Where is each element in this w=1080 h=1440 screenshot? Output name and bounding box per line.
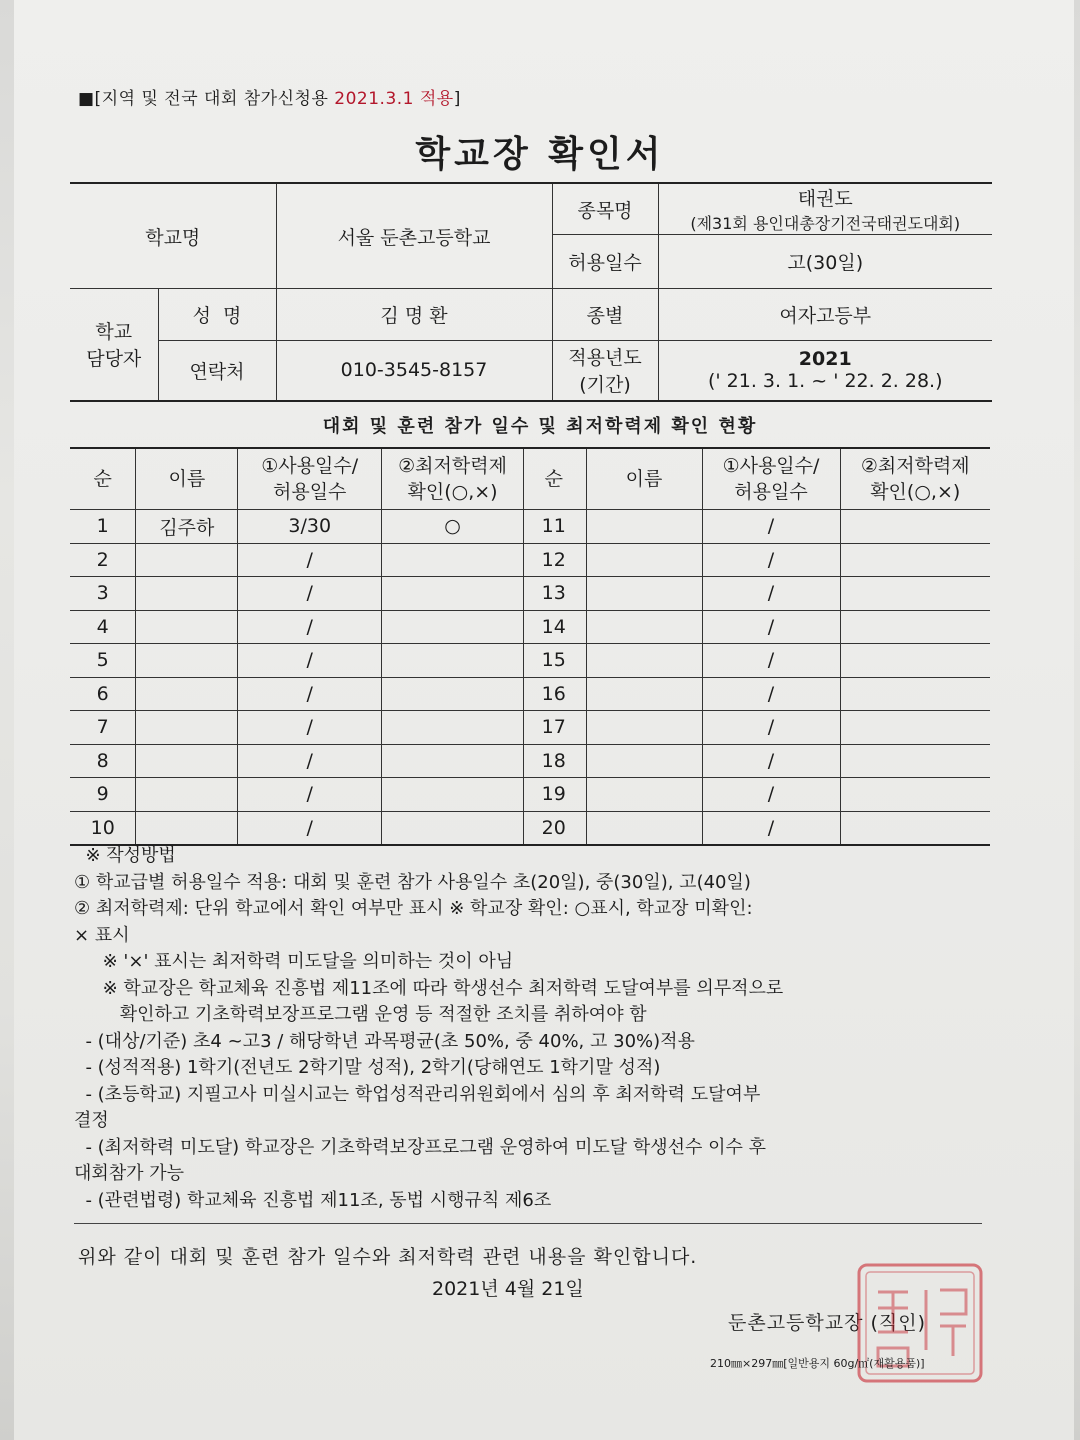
row-name bbox=[586, 510, 702, 544]
table-row bbox=[70, 510, 524, 544]
allowed-days-value: 고(30일) bbox=[658, 235, 992, 289]
row-number: 15 bbox=[522, 644, 586, 678]
row-name bbox=[586, 644, 702, 678]
instruction-line: 결정 bbox=[74, 1110, 109, 1131]
table-row bbox=[522, 811, 990, 845]
manager-name-label: 성 명 bbox=[158, 289, 276, 341]
instructions bbox=[74, 843, 984, 1214]
applied-year-label-line1: 적용년도 bbox=[568, 347, 642, 370]
header-no: 순 bbox=[70, 448, 136, 510]
header-check-line1: ②최저학력제 bbox=[860, 455, 970, 477]
header-days-line2: 허용일수 bbox=[272, 481, 347, 503]
header-check-line2: 확인(○,×) bbox=[407, 481, 498, 503]
header-days-line1: ①사용일수/ bbox=[722, 455, 820, 477]
instruction-line: ② 최저학력제: 단위 학교에서 확인 여부만 표시 ※ 학교장 확인: ○표시, 학교장 미확인: bbox=[74, 898, 753, 919]
table-row bbox=[70, 677, 524, 711]
row-check bbox=[382, 744, 524, 778]
row-days: / bbox=[238, 644, 382, 678]
row-name bbox=[586, 543, 702, 577]
row-check: ○ bbox=[382, 510, 524, 544]
form-usage-close: ] bbox=[453, 89, 461, 109]
row-check bbox=[382, 644, 524, 678]
row-number: 17 bbox=[522, 711, 586, 745]
row-days: / bbox=[238, 778, 382, 812]
contact-label: 연락처 bbox=[158, 341, 276, 401]
header-check-line2: 확인(○,×) bbox=[870, 481, 961, 503]
row-check bbox=[840, 610, 990, 644]
issue-date: 2021년 4월 21일 bbox=[432, 1278, 584, 1300]
row-name bbox=[586, 577, 702, 611]
applied-year-label bbox=[552, 341, 658, 401]
paper-size-note: 210㎜×297㎜[일반용지 60g/㎡(재활용품)] bbox=[710, 1357, 925, 1370]
manager-label-line1: 학교 bbox=[95, 321, 133, 344]
header-name: 이름 bbox=[136, 448, 238, 510]
row-number: 11 bbox=[522, 510, 586, 544]
header-check bbox=[382, 448, 524, 510]
row-number: 6 bbox=[70, 677, 136, 711]
event-cell bbox=[658, 183, 992, 235]
school-info-table bbox=[70, 182, 992, 402]
row-days: / bbox=[702, 610, 840, 644]
table-row bbox=[522, 778, 990, 812]
row-number: 9 bbox=[70, 778, 136, 812]
row-number: 14 bbox=[522, 610, 586, 644]
row-days: / bbox=[702, 644, 840, 678]
allowed-days-label: 허용일수 bbox=[552, 235, 658, 289]
table-row bbox=[70, 778, 524, 812]
row-check bbox=[382, 677, 524, 711]
row-name bbox=[586, 778, 702, 812]
row-check bbox=[840, 543, 990, 577]
table-row bbox=[70, 610, 524, 644]
instruction-line: - (성적적용) 1학기(전년도 2학기말 성적), 2학기(당해연도 1학기말 성적) bbox=[74, 1057, 661, 1078]
table-row bbox=[522, 677, 990, 711]
table-row bbox=[522, 610, 990, 644]
row-check bbox=[382, 778, 524, 812]
row-check bbox=[840, 577, 990, 611]
applied-period-value: (' 21. 3. 1. ~ ' 22. 2. 28.) bbox=[707, 370, 943, 393]
row-check bbox=[840, 811, 990, 845]
roster-section-title: 대회 및 훈련 참가 일수 및 최저학력제 확인 현황 bbox=[322, 416, 758, 437]
row-days: / bbox=[702, 744, 840, 778]
event-label: 종목명 bbox=[552, 183, 658, 235]
table-row bbox=[522, 510, 990, 544]
table-row bbox=[522, 577, 990, 611]
row-name bbox=[136, 744, 238, 778]
table-row bbox=[522, 744, 990, 778]
row-name bbox=[136, 610, 238, 644]
row-check bbox=[840, 711, 990, 745]
row-number: 18 bbox=[522, 744, 586, 778]
page-title: 학교장 확인서 bbox=[415, 134, 665, 175]
row-name bbox=[136, 677, 238, 711]
row-days: / bbox=[702, 711, 840, 745]
row-name bbox=[586, 610, 702, 644]
row-name: 김주하 bbox=[136, 510, 238, 544]
row-check bbox=[382, 711, 524, 745]
row-check bbox=[382, 577, 524, 611]
row-days: 3/30 bbox=[238, 510, 382, 544]
row-days: / bbox=[238, 610, 382, 644]
applied-year-label-line2: (기간) bbox=[579, 374, 631, 397]
header-check bbox=[840, 448, 990, 510]
row-days: / bbox=[702, 510, 840, 544]
row-number: 20 bbox=[522, 811, 586, 845]
row-name bbox=[136, 543, 238, 577]
row-check bbox=[840, 744, 990, 778]
row-days: / bbox=[238, 711, 382, 745]
row-days: / bbox=[702, 811, 840, 845]
row-days: / bbox=[702, 577, 840, 611]
row-check bbox=[840, 677, 990, 711]
category-label: 종별 bbox=[552, 289, 658, 341]
row-number: 12 bbox=[522, 543, 586, 577]
row-number: 16 bbox=[522, 677, 586, 711]
row-number: 8 bbox=[70, 744, 136, 778]
applied-year-value: 2021 bbox=[798, 348, 852, 371]
row-days: / bbox=[238, 744, 382, 778]
manager-label-line2: 담당자 bbox=[86, 348, 142, 371]
row-days: / bbox=[238, 543, 382, 577]
principal-signature: 둔촌고등학교장 (직인) bbox=[728, 1312, 927, 1334]
row-check bbox=[840, 510, 990, 544]
row-name bbox=[136, 644, 238, 678]
school-name-value: 서울 둔촌고등학교 bbox=[276, 183, 552, 289]
instruction-line: - (대상/기준) 초4 ~고3 / 해당학년 과목평균(초 50%, 중 40%, 고 30%)적용 bbox=[74, 1030, 695, 1052]
form-usage-label: ■[지역 및 전국 대회 참가신청용 bbox=[78, 89, 335, 109]
instruction-line: - (관련법령) 학교체육 진흥법 제11조, 동법 시행규칙 제6조 bbox=[74, 1189, 552, 1211]
instruction-line: 확인하고 기초학력보장프로그램 운영 등 적절한 조치를 취하여야 함 bbox=[74, 1004, 647, 1025]
header-days-line1: ①사용일수/ bbox=[261, 455, 359, 477]
manager-label bbox=[70, 289, 158, 401]
header-days-line2: 허용일수 bbox=[734, 481, 808, 503]
row-days: / bbox=[238, 677, 382, 711]
event-detail: (제31회 용인대총장기전국태권도대회) bbox=[690, 214, 961, 233]
roster-table-left bbox=[70, 447, 524, 846]
applied-year-cell bbox=[658, 341, 992, 401]
table-row bbox=[70, 711, 524, 745]
row-name bbox=[586, 811, 702, 845]
row-number: 7 bbox=[70, 711, 136, 745]
row-name bbox=[136, 711, 238, 745]
row-number: 10 bbox=[70, 811, 136, 845]
row-days: / bbox=[702, 677, 840, 711]
row-name bbox=[136, 577, 238, 611]
row-number: 3 bbox=[70, 577, 136, 611]
row-name bbox=[586, 677, 702, 711]
header-days bbox=[238, 448, 382, 510]
school-name-label: 학교명 bbox=[70, 183, 276, 289]
row-number: 13 bbox=[522, 577, 586, 611]
header-no: 순 bbox=[522, 448, 586, 510]
row-name bbox=[136, 778, 238, 812]
form-effective-date: 2021.3.1 적용 bbox=[334, 89, 454, 109]
instruction-line: - (초등학교) 지필고사 미실시교는 학업성적관리위원회에서 심의 후 최저학력 도달여부 bbox=[74, 1083, 761, 1105]
event-value: 태권도 bbox=[797, 188, 853, 210]
row-days: / bbox=[238, 577, 382, 611]
row-days: / bbox=[702, 778, 840, 812]
row-number: 5 bbox=[70, 644, 136, 678]
table-row bbox=[70, 543, 524, 577]
contact-value: 010-3545-8157 bbox=[276, 341, 552, 401]
instruction-line: 대회참가 가능 bbox=[74, 1163, 185, 1184]
row-check bbox=[840, 644, 990, 678]
row-number: 4 bbox=[70, 610, 136, 644]
table-row bbox=[70, 644, 524, 678]
row-name bbox=[586, 711, 702, 745]
roster-table-right bbox=[522, 447, 990, 846]
instruction-line: × 표시 bbox=[74, 924, 130, 946]
table-row bbox=[70, 811, 524, 845]
table-row bbox=[522, 711, 990, 745]
category-value: 여자고등부 bbox=[658, 289, 992, 341]
row-days: / bbox=[702, 543, 840, 577]
instruction-line: - (최저학력 미도달) 학교장은 기초학력보장프로그램 운영하여 미도달 학생선수 이수 후 bbox=[74, 1136, 767, 1158]
table-row bbox=[522, 543, 990, 577]
table-row bbox=[70, 577, 524, 611]
row-number: 19 bbox=[522, 778, 586, 812]
instruction-line: ※ '×' 표시는 최저학력 미도달을 의미하는 것이 아님 bbox=[74, 951, 514, 972]
row-check bbox=[382, 543, 524, 577]
manager-name-value: 김 명 환 bbox=[276, 289, 552, 341]
header-check-line1: ②최저학력제 bbox=[398, 455, 507, 477]
header-days bbox=[702, 448, 840, 510]
instruction-line: ※ 작성방법 bbox=[74, 845, 176, 866]
row-days: / bbox=[238, 811, 382, 845]
form-usage-note bbox=[78, 84, 461, 109]
table-row bbox=[522, 644, 990, 678]
instruction-line: ① 학교급별 허용일수 적용: 대회 및 훈련 참가 사용일수 초(20일), 중(30일), 고(40일) bbox=[74, 871, 751, 893]
table-row bbox=[70, 744, 524, 778]
row-number: 2 bbox=[70, 543, 136, 577]
row-name bbox=[136, 811, 238, 845]
row-check bbox=[382, 811, 524, 845]
instruction-line: ※ 학교장은 학교체육 진흥법 제11조에 따라 학생선수 최저학력 도달여부를 의무적으로 bbox=[74, 977, 784, 999]
row-check bbox=[840, 778, 990, 812]
header-name: 이름 bbox=[586, 448, 702, 510]
row-check bbox=[382, 610, 524, 644]
row-name bbox=[586, 744, 702, 778]
confirmation-statement: 위와 같이 대회 및 훈련 참가 일수와 최저학력 관련 내용을 확인합니다. bbox=[78, 1246, 698, 1268]
divider bbox=[74, 1223, 982, 1224]
row-number: 1 bbox=[70, 510, 136, 544]
